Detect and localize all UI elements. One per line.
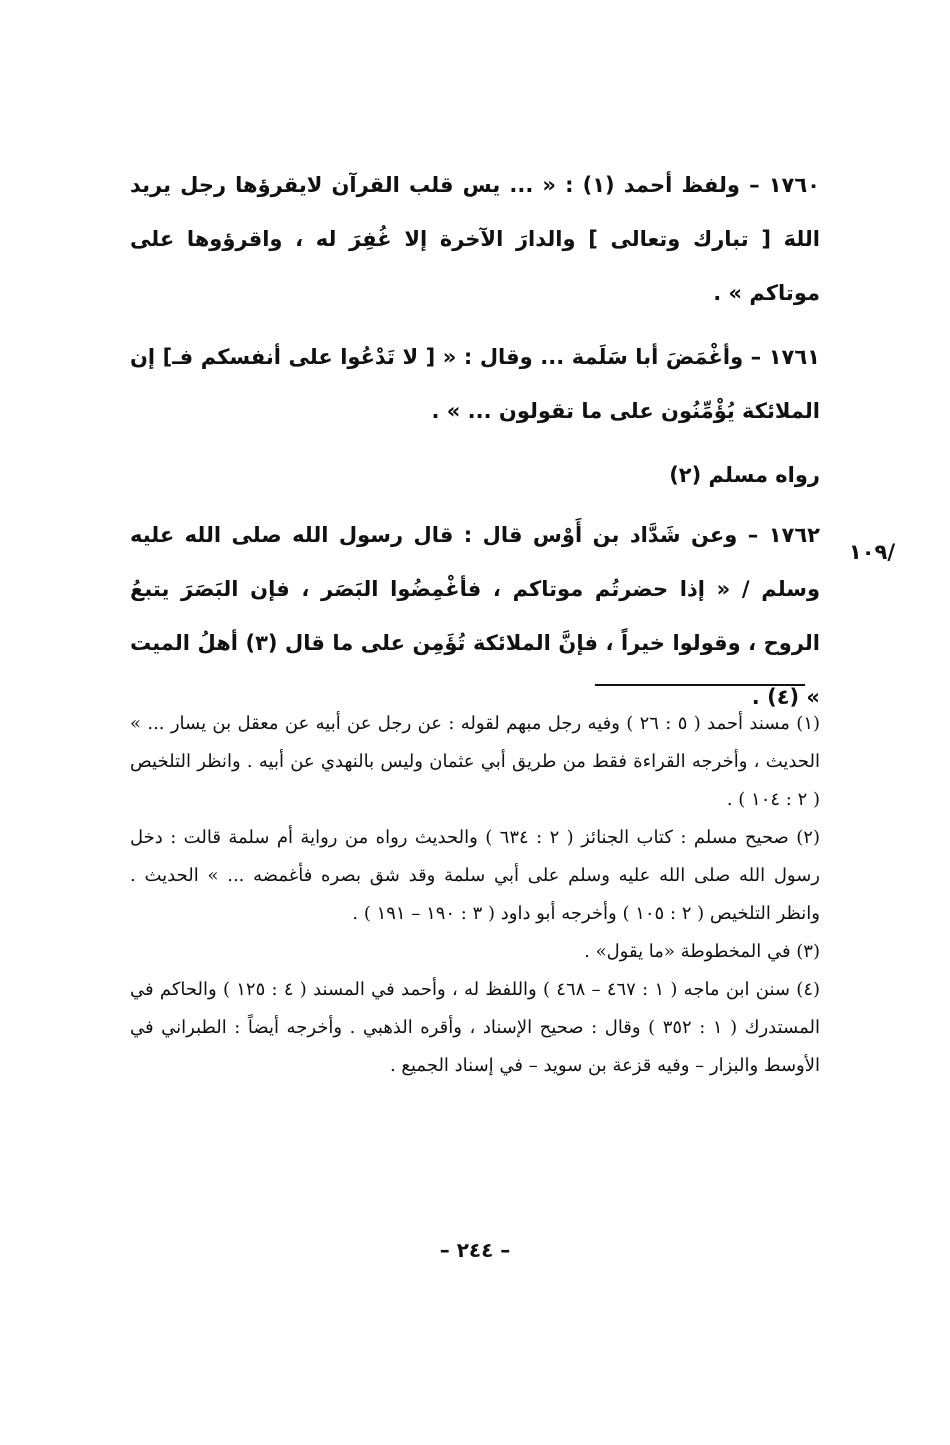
source-note-muslim: رواه مسلم (٢) [669,463,820,487]
footnote-4: (٤) سنن ابن ماجه ( ١ : ٤٦٧ – ٤٦٨ ) واللفظ له ، وأحمد في المسند ( ٤ : ١٢٥ ) والحاكم في المستدرك ( ١ : ٣٥٢ ) وقال : صحيح الإسناد ، وأقره الذهبي . وأخرجه أيضاً : الطبراني في الأوسط والبزار – وفيه قزعة بن سويد – في إسناد الجميع . [130,979,821,1076]
page-number: – ٢٤٤ – [439,1238,511,1262]
hadith-1762: ١٧٦٢ – وعن شَدَّاد بن أَوْس قال : قال رسول الله صلى الله عليه وسلم / « إذا حضرتُم موتاكم ، فأغْمِضُوا البَصَر ، فإن البَصَرَ يتبعُ الروح ، وقولوا خيراً ، فإنَّ الملائكة تُؤَمِن على ما قال (٣) أهلُ الميت » (٤) . [130,523,820,709]
hadith-1761: ١٧٦١ – وأغْمَضَ أبا سَلَمة ... وقال : « [ لا تَدْعُوا على أنفسكم فـ] إن الملائكة يُؤْمِّنُون على ما تقولون ... » . [130,345,820,423]
manuscript-folio-marker: ١٠٩/ [848,540,895,564]
footnote-1: (١) مسند أحمد ( ٥ : ٢٦ ) وفيه رجل مبهم لقوله : عن رجل عن أبيه عن معقل بن يسار ... » الحديث ، وأخرجه القراءة فقط من طريق أبي عثمان وليس بالنهدي عن أبيه . وانظر التلخيص ( ٢ : ١٠٤ ) . [130,713,821,810]
main-text [130,158,820,734]
footnotes [130,705,820,1085]
footnote-2: (٢) صحيح مسلم : كتاب الجنائز ( ٢ : ٦٣٤ ) والحديث رواه من رواية أم سلمة قالت : دخل رسول الله صلى الله عليه وسلم على أبي سلمة وقد شق بصره فأغمضه ... » الحديث . وانظر التلخيص ( ٢ : ١٠٥ ) وأخرجه أبو داود ( ٣ : ١٩٠ – ١٩١ ) . [130,827,820,924]
footnote-3: (٣) في المخطوطة «ما يقول» . [584,941,820,962]
footnote-divider [595,684,805,686]
hadith-1760: ١٧٦٠ – ولفظ أحمد (١) : « ... يس قلب القرآن لايقرؤها رجل يريد اللهَ [ تبارك وتعالى ] والدارَ الآخرة إلا غُفِرَ له ، واقرؤوها على موتاكم » . [130,173,820,305]
